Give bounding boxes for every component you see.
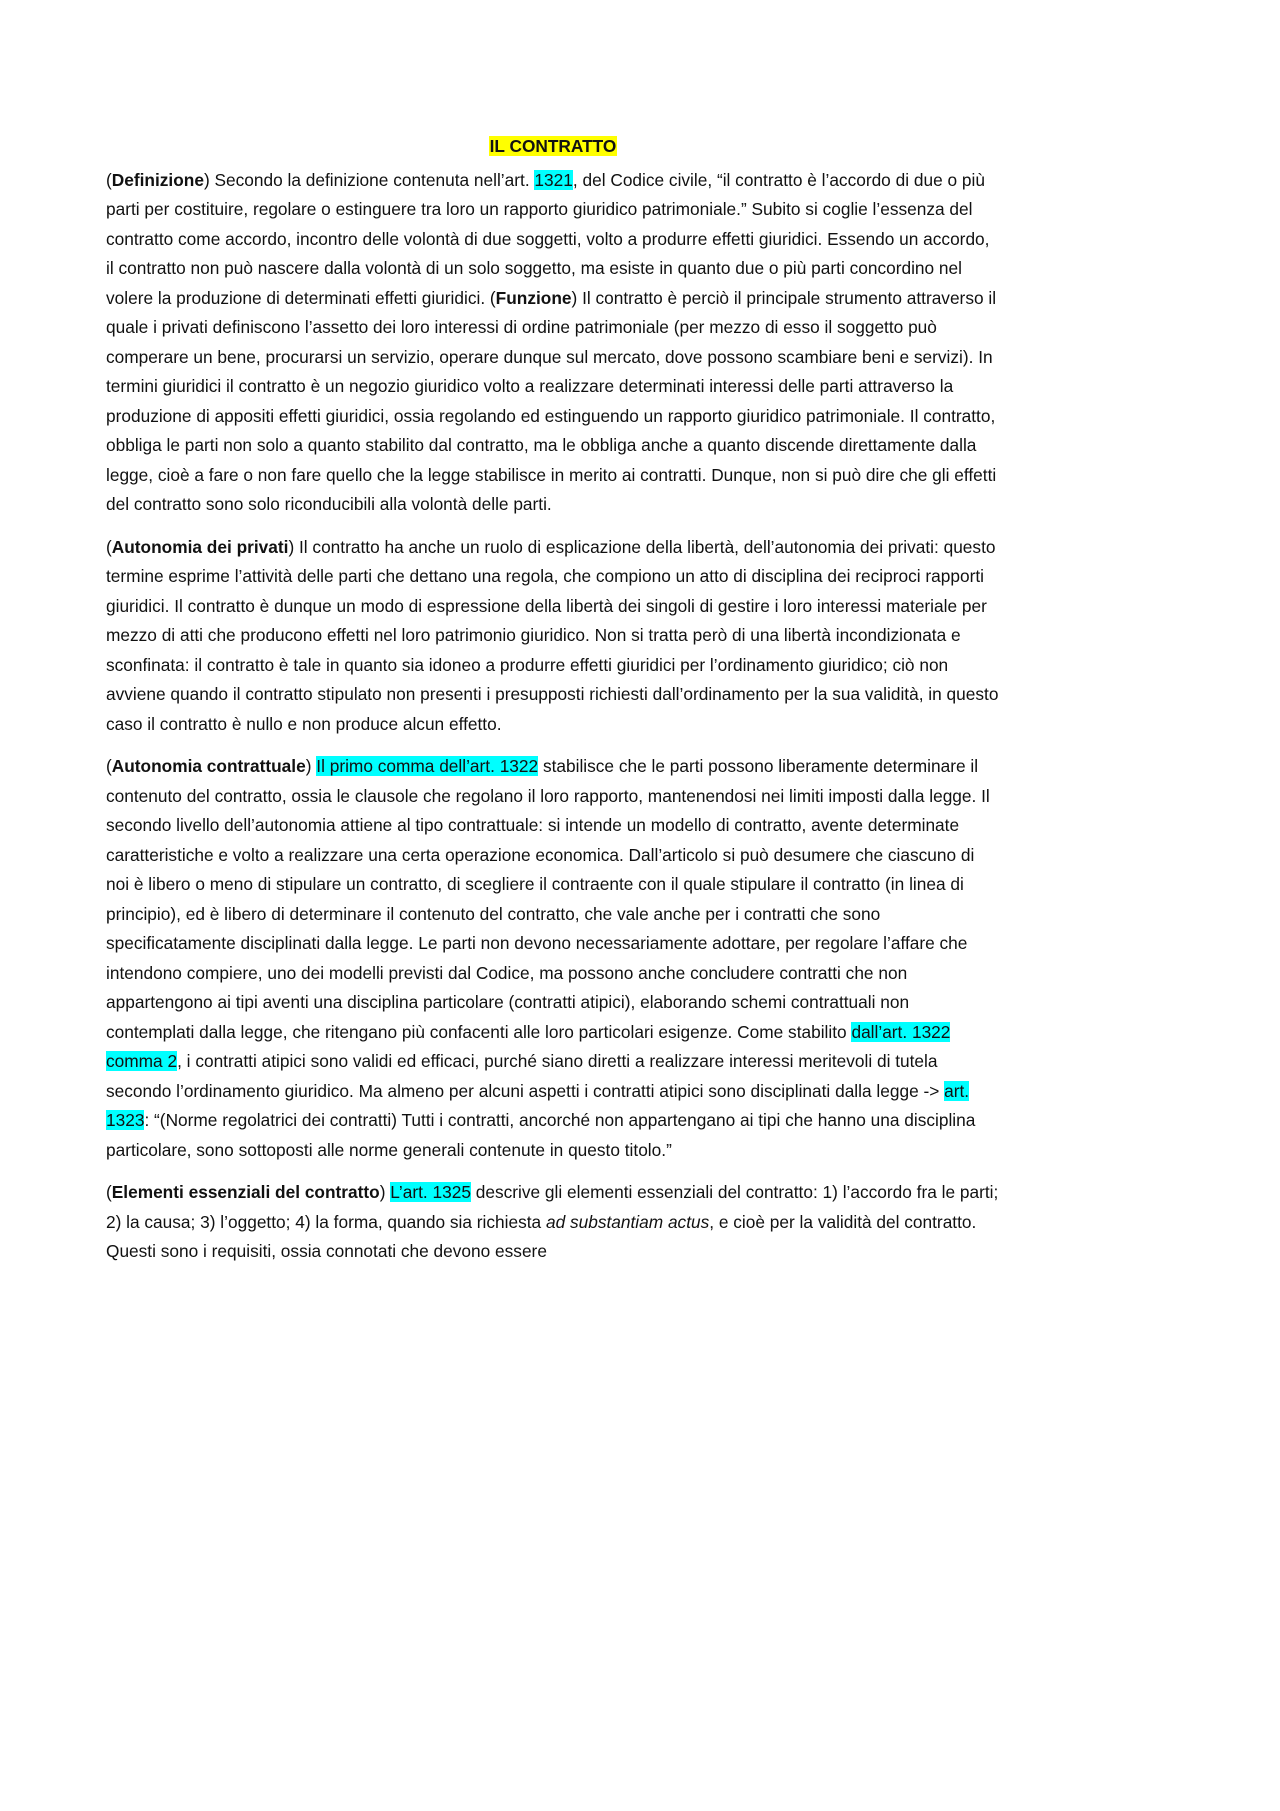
paragraph bbox=[106, 752, 1000, 1165]
text-run: , e cioè per la validità del contratto. Questi sono i requisiti, ossia connotati che devono essere bbox=[106, 1211, 977, 1261]
text-run: , del Codice civile, “il contratto è l’accordo di due o più parti per costituire, regolare o estinguere tra loro un rapporto giuridico patrimoniale.” Subito si coglie l’essenza del contratto come accordo, incontro delle volontà di due soggetti, volto a produrre effetti giuridici. Essendo un accordo, il contratto non può nascere dalla volontà di un solo soggetto, ma esiste in quanto due o più parti concordino nel volere la produzione di determinati effetti giuridici. ( bbox=[106, 169, 990, 308]
text-run: ( bbox=[106, 756, 112, 776]
text-run: ) Secondo la definizione contenuta nell’art. bbox=[203, 169, 535, 190]
text-run: ( bbox=[106, 1182, 112, 1202]
bold-run: Elementi essenziali del contratto bbox=[111, 1182, 380, 1202]
article-reference-highlight: dall’art. 1322 comma 2 bbox=[106, 1021, 951, 1071]
paragraph bbox=[106, 533, 1000, 740]
bold-run: Funzione bbox=[495, 287, 572, 308]
article-reference-highlight: L’art. 1325 bbox=[390, 1182, 471, 1202]
paragraph bbox=[106, 166, 1000, 520]
text-run: descrive gli elementi essenziali del contratto: 1) l’accordo fra le parti; 2) la causa; 3) l’oggetto; 4) la forma, quando sia richiesta bbox=[106, 1182, 999, 1232]
article-reference-highlight: Il primo comma dell’art. 1322 bbox=[316, 756, 539, 776]
bold-run: Definizione bbox=[111, 169, 204, 190]
bold-run: Autonomia dei privati bbox=[111, 536, 289, 557]
bold-run: Autonomia contrattuale bbox=[111, 756, 306, 776]
document-title bbox=[106, 132, 1000, 162]
document-title-text: IL CONTRATTO bbox=[489, 136, 617, 156]
text-run: ) bbox=[305, 756, 317, 776]
text-run: ) bbox=[379, 1182, 391, 1202]
text-run: ( bbox=[106, 169, 112, 190]
italic-run: ad substantiam actus bbox=[545, 1211, 710, 1232]
text-run: , i contratti atipici sono validi ed efficaci, purché siano diretti a realizzare interessi meritevoli di tutela secondo l’ordinamento giuridico. Ma almeno per alcuni aspetti i contratti atipici sono disciplinati dalla legge -> bbox=[106, 1051, 945, 1101]
text-run: ) Il contratto ha anche un ruolo di esplicazione della libertà, dell’autonomia dei privati: questo termine esprime l’attività delle parti che dettano una regola, che compiono un atto di disciplina dei reciproci rapporti giuridici. Il contratto è dunque un modo di espressione della libertà dei singoli di gestire i loro interessi materiale per mezzo di atti che producono effetti nel loro patrimonio giuridico. Non si tratta però di una libertà incondizionata e sconfinata: il contratto è tale in quanto sia idoneo a produrre effetti giuridici per l’ordinamento giuridico; ciò non avviene quando il contratto stipulato non presenti i presupposti richiesti dall’ordinamento per la sua validità, in questo caso il contratto è nullo e non produce alcun effetto. bbox=[106, 536, 999, 734]
text-run: ( bbox=[106, 536, 112, 557]
paragraph bbox=[106, 1178, 1000, 1267]
text-run: stabilisce che le parti possono liberamente determinare il contenuto del contratto, ossia le clausole che regolano il loro rapporto, mantenendosi nei limiti imposti dalla legge. Il secondo livello dell’autonomia attiene al tipo contrattuale: si intende un modello di contratto, avente determinate caratteristiche e volto a realizzare una certa operazione economica. Dall’articolo si può desumere che ciascuno di noi è libero o meno di stipulare un contratto, di scegliere il contraente con il quale stipulare il contratto (in linea di principio), ed è libero di determinare il contenuto del contratto, che vale anche per i contratti che sono specificatamente disciplinati dalla legge. Le parti non devono necessariamente adottare, per regolare l’affare che intendono compiere, uno dei modelli previsti dal Codice, ma possono anche concludere contratti che non appartengono ai tipi aventi una disciplina particolare (contratti atipici), elaborando schemi contrattuali non contemplati dalla legge, che ritengano più confacenti alle loro particolari esigenze. Come stabilito bbox=[106, 756, 990, 1042]
text-run: ) Il contratto è perciò il principale strumento attraverso il quale i privati definiscono l’assetto dei loro interessi di ordine patrimoniale (per mezzo di esso il soggetto può comperare un bene, procurarsi un servizio, operare dunque sul mercato, dove possono scambiare beni e servizi). In termini giuridici il contratto è un negozio giuridico volto a realizzare determinati interessi delle parti attraverso la produzione di appositi effetti giuridici, ossia regolando ed estinguendo un rapporto giuridico patrimoniale. Il contratto, obbliga le parti non solo a quanto stabilito dal contratto, ma le obbliga anche a quanto discende direttamente dalla legge, cioè a fare o non fare quello che la legge stabilisce in merito ai contratti. Dunque, non si può dire che gli effetti del contratto sono solo riconducibili alla volontà delle parti. bbox=[106, 287, 997, 514]
text-run: : “(Norme regolatrici dei contratti) Tutti i contratti, ancorché non appartengano ai tipi che hanno una disciplina particolare, sono sottoposti alle norme generali contenute in questo titolo.” bbox=[106, 1110, 976, 1160]
article-reference-highlight: art. 1323 bbox=[106, 1080, 970, 1130]
article-reference-highlight: 1321 bbox=[534, 169, 573, 190]
document-body bbox=[106, 132, 1000, 1280]
paragraph-list bbox=[106, 166, 1000, 1267]
